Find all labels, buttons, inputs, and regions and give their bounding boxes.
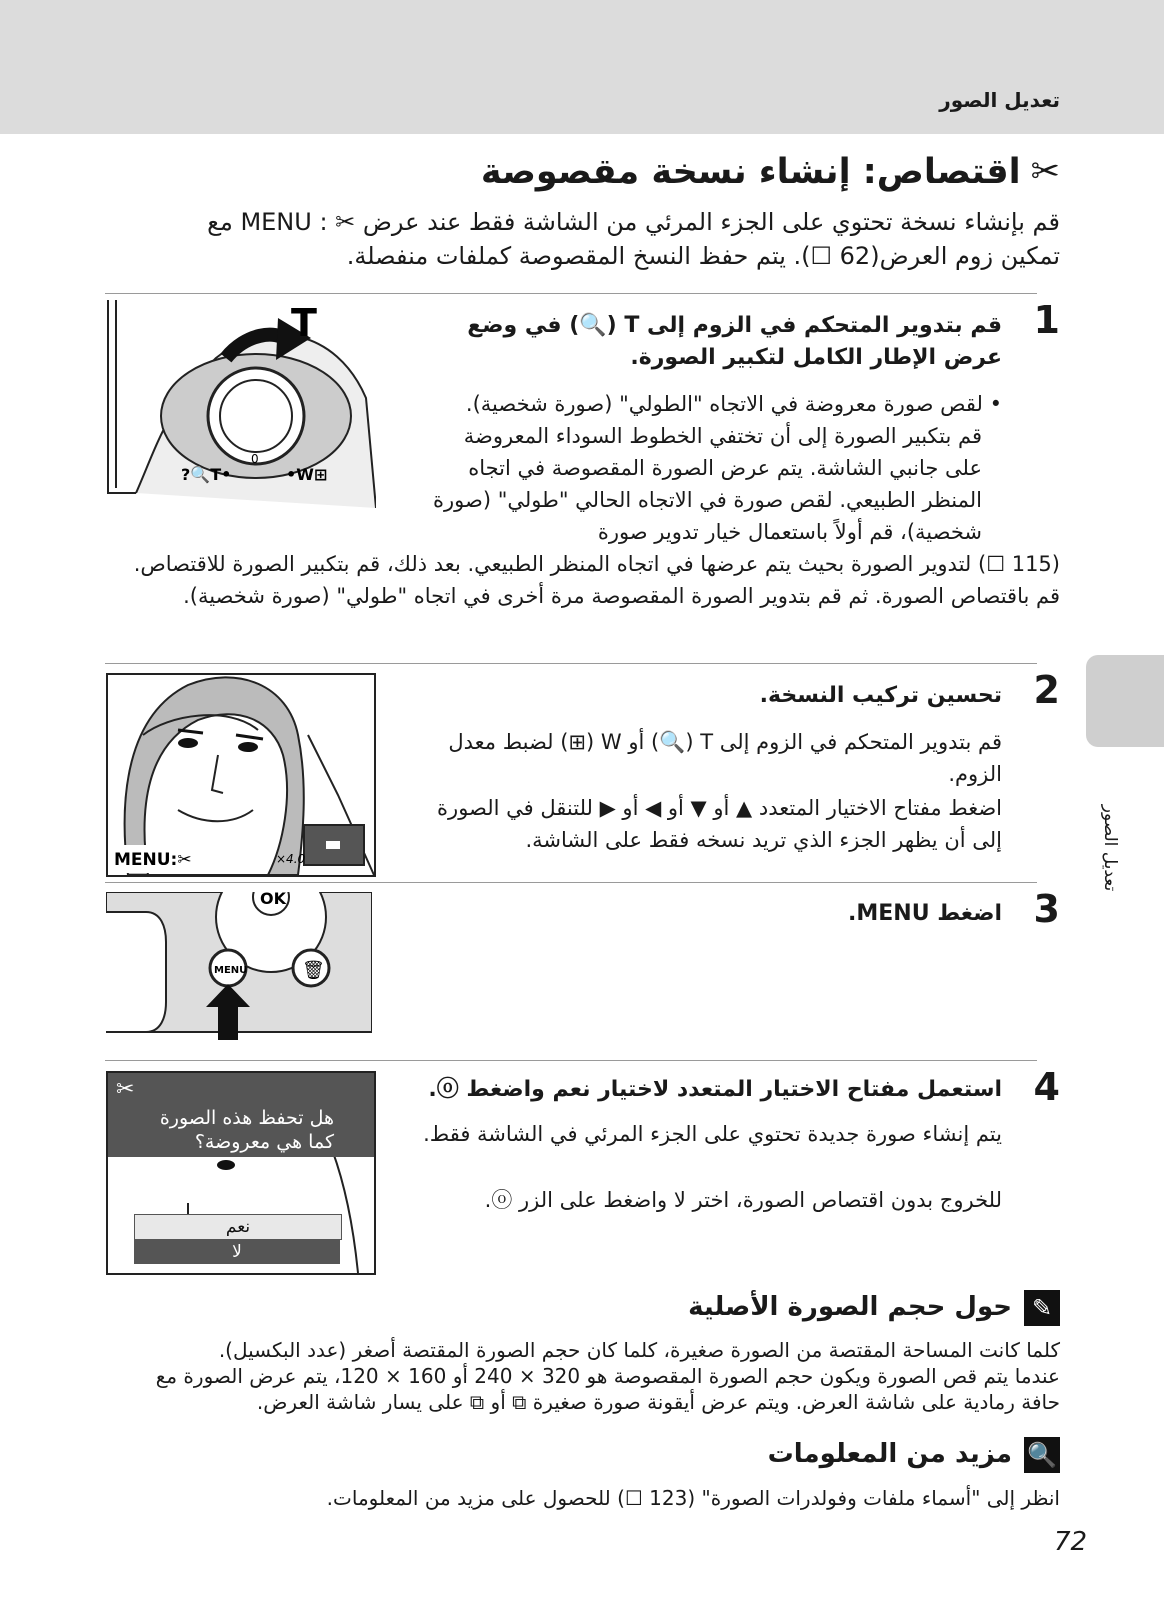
note-text: انظر إلى "أسماء ملفات وفولدرات الصورة" (123 ☐) للحصول على مزيد من المعلومات. [326,1486,1060,1510]
option-yes[interactable]: نعم [134,1214,342,1240]
step-title: قم بتدوير المتحكم في الزوم إلى T (🔍) في وضع عرض الإطار الكامل لتكبير الصورة. [467,313,1002,370]
zoom-ratio-label: ×4.0 [276,852,306,866]
save-confirm-illustration [106,1071,376,1275]
pencil-icon: ✎ [1024,1290,1060,1326]
menu-button-label: MENU [214,965,248,976]
step-title: تحسين تركيب النسخة. [759,683,1002,708]
step-title: اضغط MENU. [848,901,1002,926]
step-text: للخروج بدون اقتصاص الصورة، اختر لا واضغط على الزر ⓞ. [484,1188,1002,1212]
note-title: مزيد من المعلومات [767,1439,1012,1469]
page-number: 72 [1054,1527,1088,1557]
step-body-wide: (115 ☐) لتدوير الصورة بحيث يتم عرضها في اتجاه المنظر الطبيعي. بعد ذلك، قم بتكبير الصورة للاقتصاص. قم باقتصاص الصورة. ثم قم بتدوير الصورة المقصوصة مرة أخرى في اتجاه "طولي" (صورة شخصية). [133,552,1060,608]
step-title: استعمل مفتاح الاختيار المتعدد لاختيار نعم واضغط ⓞ. [428,1077,1002,1102]
step-number: 4 [1033,1065,1060,1109]
step-text: اضغط مفتاح الاختيار المتعدد ▲ أو ▼ أو ◀ أو ▶ للتنقل في الصورة إلى أن يظهر الجزء الذي تريد نسخه فقط على الشاشة. [437,796,1002,852]
note-text: حافة رمادية على شاشة العرض. ويتم عرض أيقونة صورة صغيرة ⧉ أو ⧉ على يسار شاشة العرض. [256,1390,1060,1414]
note-text: كلما كانت المساحة المقتصة من الصورة صغيرة، كلما كان حجم الصورة المقتصة أصغر (عدد البكسيل). [218,1338,1060,1362]
dialog-question-line-1: هل تحفظ هذه الصورة [159,1107,334,1129]
divider [105,1060,1037,1061]
scissors-icon: ✂ [116,1077,135,1102]
page-title-text: اقتصاص: إنشاء نسخة مقصوصة [480,152,1021,192]
scissors-icon: ✂ [1030,152,1060,192]
step-number: 1 [1033,298,1060,342]
step-number: 3 [1033,887,1060,931]
tele-t-label: T [291,301,317,345]
magnifier-icon: 🔍 [1024,1437,1060,1473]
step-text: يتم إنشاء صورة جديدة تحتوي على الجزء المرئي في الشاشة فقط. [423,1122,1002,1146]
side-tab [1086,655,1164,747]
trash-icon: 🗑 [302,960,325,981]
divider [105,882,1037,883]
divider [105,293,1037,294]
side-tab-label: تعديل الصور [1100,804,1120,892]
section-header: تعديل الصور [939,88,1060,112]
divider [105,663,1037,664]
step-body: قم بتكبير الصورة إلى أن تختفي الخطوط السوداء المعروضة على جانبي الشاشة. يتم عرض الصورة المقصوصة في اتجاه المنظر الطبيعي. لقص صورة في الاتجاه الحالي "طولي" (صورة شخصية)، قم أولاً باستعمال خيار تدوير صورة [433,424,982,544]
option-no[interactable]: لا [134,1240,340,1264]
menu-scissors-label: MENU:✂ [114,850,192,870]
note-text: عندما يتم قص الصورة ويكون حجم الصورة المقصوصة هو 320 × 240 أو 160 × 120، يتم عرض الصورة مع [155,1364,1060,1388]
page-title [160,152,1060,192]
step-bullet: • لقص صورة معروضة في الاتجاه "الطولي" (صورة شخصية). [465,392,1002,416]
zoom-zero-label: 0 [251,452,259,466]
step-number: 2 [1033,668,1060,712]
intro-line-1: قم بإنشاء نسخة تحتوي على الجزء المرئي من الشاشة فقط عند عرض ✂ : MENU مع [207,208,1060,236]
header-band [0,0,1164,134]
dialog-question-line-2: كما هي معروضة؟ [194,1131,334,1153]
menu-button-illustration [106,892,372,1040]
zoom-tele-label: ?🔍T• [181,465,232,484]
camera-zoom-illustration [106,298,376,508]
note-title: حول حجم الصورة الأصلية [688,1292,1012,1322]
zoom-wide-label: •W⊞ [286,465,328,484]
step-text: قم بتدوير المتحكم في الزوم إلى T (🔍) أو W (⊞) لضبط معدل الزوم. [448,730,1002,786]
zoomed-face-illustration [106,673,376,877]
intro-line-2: تمكين زوم العرض(62 ☐). يتم حفظ النسخ المقصوصة كملفات منفصلة. [346,242,1060,270]
ok-button-label: OK [260,892,286,908]
